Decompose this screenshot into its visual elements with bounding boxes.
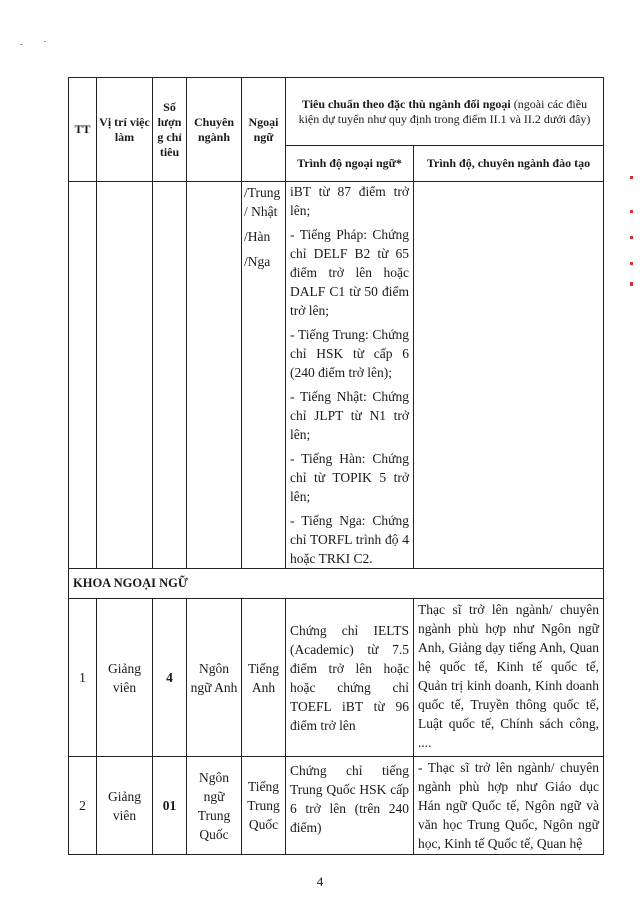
row-lang-level: Chứng chỉ IELTS (Academic) từ 7.5 điểm trở lên hoặc hoặc chứng chỉ TOEFL iBT từ 96 điểm trở lên — [286, 599, 414, 757]
red-margin-mark — [630, 262, 633, 265]
cert-item: - Tiếng Hàn: Chứng chỉ từ TOPIK 5 trở lên; — [290, 451, 409, 504]
page-number: 4 — [316, 874, 324, 889]
cont-training — [414, 182, 604, 569]
cert-item: iBT từ 87 điểm trở lên; — [290, 184, 409, 218]
cert-item: - Tiếng Pháp: Chứng chỉ DELF B2 từ 65 điểm trở lên hoặc DALF C1 từ 50 điểm trở lên; — [290, 227, 409, 318]
cont-cert-list — [286, 182, 414, 569]
recruitment-table — [68, 77, 604, 855]
scan-speck — [44, 41, 46, 42]
cont-tt — [69, 182, 97, 569]
continuation-row — [69, 182, 604, 569]
cont-quota — [153, 182, 187, 569]
header-criteria — [286, 78, 604, 146]
row-lang-level: Chứng chỉ tiếng Trung Quốc HSK cấp 6 trở lên (trên 240 điểm) — [286, 757, 414, 855]
header-row — [69, 78, 604, 146]
row-training: - Thạc sĩ trở lên ngành/ chuyên ngành phù hợp như Giáo dục Hán ngữ Quốc tế, Ngôn ngữ và văn học Trung Quốc, Ngôn ngữ học, Kinh tế Quốc tế, Quan hệ — [414, 757, 604, 855]
cont-major — [187, 182, 242, 569]
header-language: Ngoại ngữ — [242, 78, 286, 182]
table-row — [69, 757, 604, 855]
row-quota: 01 — [153, 757, 187, 855]
cert-item: - Tiếng Nga: Chứng chỉ TORFL trình độ 4 hoặc TRKI C2. — [290, 513, 409, 566]
header-quota: Số lượn g chỉ tiêu — [153, 78, 187, 182]
row-quota: 4 — [153, 599, 187, 757]
red-margin-mark — [630, 236, 633, 239]
row-position: Giảng viên — [97, 757, 153, 855]
cert-item: - Tiếng Trung: Chứng chỉ HSK từ cấp 6 (240 điểm trở lên); — [290, 327, 409, 380]
row-language: Tiếng Trung Quốc — [242, 757, 286, 855]
header-tt: TT — [69, 78, 97, 182]
row-language: Tiếng Anh — [242, 599, 286, 757]
header-lang-level: Trình độ ngoại ngữ* — [286, 146, 414, 182]
row-major: Ngôn ngữ Trung Quốc — [187, 757, 242, 855]
cont-position — [97, 182, 153, 569]
red-margin-mark — [630, 210, 633, 213]
red-margin-mark — [630, 282, 633, 286]
header-position: Vị trí việc làm — [97, 78, 153, 182]
red-margin-mark — [630, 176, 633, 179]
cont-languages: /Trung / Nhật /Hàn /Nga — [242, 182, 286, 569]
table-row — [69, 599, 604, 757]
row-tt: 2 — [69, 757, 97, 855]
row-tt: 1 — [69, 599, 97, 757]
section-title: KHOA NGOẠI NGỮ — [69, 569, 604, 599]
row-major: Ngôn ngữ Anh — [187, 599, 242, 757]
row-training: Thạc sĩ trở lên ngành/ chuyên ngành phù hợp như Ngôn ngữ Anh, Giảng dạy tiếng Anh, Quan hệ quốc tế, Kinh tế quốc tế, Quản trị kinh doanh, Kinh doanh quốc tế, Truyền thông quốc tế, Luật quốc tế, Chính sách công, .... — [414, 599, 604, 757]
header-major: Chuyên ngành — [187, 78, 242, 182]
row-position: Giảng viên — [97, 599, 153, 757]
header-criteria-title: Tiêu chuẩn theo đặc thù ngành đối ngoại — [301, 96, 511, 111]
header-training: Trình độ, chuyên ngành đào tạo — [414, 146, 604, 182]
header-criteria-note: (ngoài các điều kiện dự tuyển như quy định trong điểm II.1 và II.2 dưới đây) — [298, 96, 591, 126]
cert-item: - Tiếng Nhật: Chứng chỉ JLPT từ N1 trở lên; — [290, 389, 409, 442]
scan-speck — [20, 44, 23, 45]
